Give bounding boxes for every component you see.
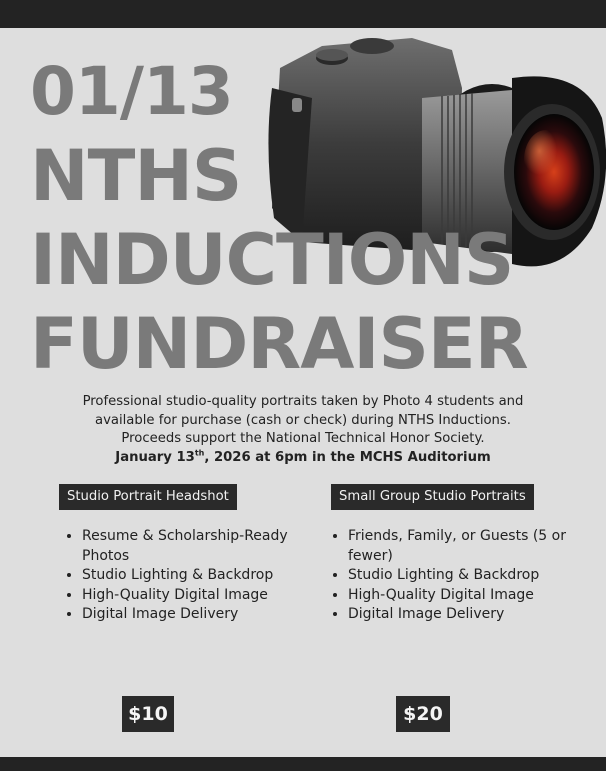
feature-list-headshot [60,527,294,625]
headline-event: INDUCTIONS [30,219,514,301]
event-date-suffix: , 2026 at 6pm in the MCHS Auditorium [204,449,491,465]
list-item: • High-Quality Digital Image [348,586,580,606]
event-date-prefix: January 13 [115,449,195,465]
intro-line-1: Professional studio-quality portraits taken by Photo 4 students and [82,394,524,409]
feature-list-group [326,527,580,625]
bottom-bar [0,757,606,771]
tier-title-group: Small Group Studio Portraits [331,484,534,510]
list-item: • Resume & Scholarship-Ready Photos [82,527,294,566]
list-item: • Studio Lighting & Backdrop [348,566,580,586]
price-headshot: $10 [122,696,174,732]
intro-line-2: available for purchase (cash or check) during NTHS Inductions. [95,412,511,428]
tier-title-headshot: Studio Portrait Headshot [59,484,237,510]
headline-fundraiser: FUNDRAISER [30,303,528,385]
headline-date: 01/13 [30,53,233,130]
list-item: • Digital Image Delivery [82,605,294,625]
top-bar [0,0,606,28]
headline-org: NTHS [30,135,242,217]
intro-line-3: Proceeds support the National Technical Honor Society. [121,431,485,446]
list-item: • High-Quality Digital Image [82,586,294,606]
intro-text [40,393,566,467]
list-item: • Studio Lighting & Backdrop [82,566,294,586]
headline [30,50,590,386]
event-date-sup: th [194,448,205,458]
list-item: • Friends, Family, or Guests (5 or fewer) [348,527,580,566]
list-item: • Digital Image Delivery [348,605,580,625]
event-date [40,449,566,468]
price-group: $20 [396,696,450,732]
